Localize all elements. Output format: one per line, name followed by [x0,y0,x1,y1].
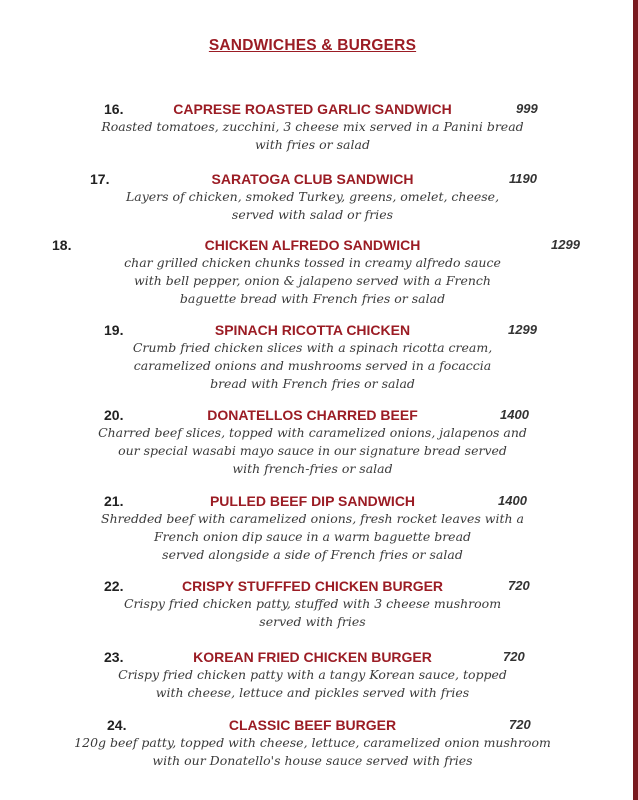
item-name: KOREAN FRIED CHICKEN BURGER [193,649,432,665]
item-name: CAPRESE ROASTED GARLIC SANDWICH [173,101,452,117]
item-name: DONATELLOS CHARRED BEEF [207,407,418,423]
item-description: Crispy fried chicken patty, stuffed with 3 cheese mushroom served with fries [123,596,502,629]
item-name: PULLED BEEF DIP SANDWICH [209,493,416,509]
item-price: 1299 [508,322,537,337]
item-number: 17. [90,171,110,187]
item-number: 20. [104,407,124,423]
item-price: 720 [509,717,531,732]
section-title: SANDWICHES & BURGERS [208,37,417,54]
item-number: 21. [104,493,124,509]
item-price: 1400 [498,493,527,508]
item-description: Roasted tomatoes, zucchini, 3 cheese mix served in a Panini bread with fries or salad [101,119,524,152]
item-name: CHICKEN ALFREDO SANDWICH [204,237,421,253]
item-number: 18. [52,237,72,253]
item-description: Crumb fried chicken slices with a spinach ricotta cream, caramelized onions and mushrooms served in a focaccia bread with French fries or salad [132,340,493,391]
item-number: 24. [107,717,127,733]
item-number: 19. [104,322,124,338]
item-description: Crispy fried chicken patty with a tangy Korean sauce, topped with cheese, lettuce and pickles served with fries [118,667,507,700]
item-name: SPINACH RICOTTA CHICKEN [214,322,411,338]
item-price: 720 [503,649,525,664]
item-name: CLASSIC BEEF BURGER [228,717,397,733]
item-price: 1400 [500,407,529,422]
item-price: 720 [508,578,530,593]
item-description: Shredded beef with caramelized onions, fresh rocket leaves with a French onion dip sauce in a warm baguette bread served alongside a side of French fries or salad [101,511,524,562]
item-number: 23. [104,649,124,665]
item-name: SARATOGA CLUB SANDWICH [211,171,414,187]
item-description: 120g beef patty, topped with cheese, lettuce, caramelized onion mushroom with our Donatello's house sauce served with fries [74,735,551,768]
item-number: 22. [104,578,124,594]
item-price: 1190 [509,171,537,186]
item-description: char grilled chicken chunks tossed in creamy alfredo sauce with bell pepper, onion & jalapeno served with a French baguette bread with French fries or salad [124,255,501,306]
item-description: Layers of chicken, smoked Turkey, greens, omelet, cheese, served with salad or fries [125,189,500,222]
item-number: 16. [104,101,124,117]
item-price: 1299 [551,237,580,252]
item-name: CRISPY STUFFFED CHICKEN BURGER [181,578,444,594]
item-description: Charred beef slices, topped with caramelized onions, jalapenos and our special wasabi mayo sauce in our signature bread served with french-fries or salad [98,425,527,476]
item-price: 999 [516,101,538,116]
page-border [633,0,638,800]
